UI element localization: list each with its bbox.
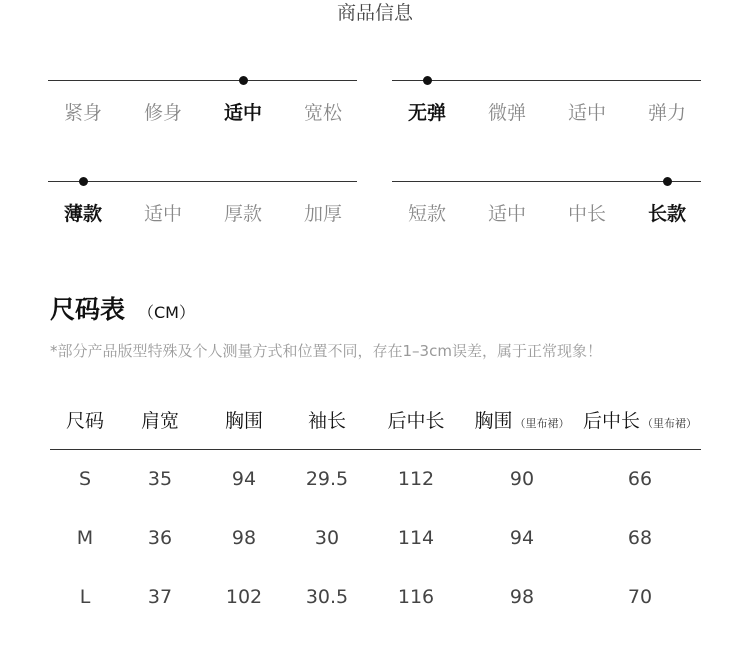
scale-option: 修身 <box>143 102 182 124</box>
table-cell: 30.5 <box>305 586 349 608</box>
column-header: 尺码 <box>65 410 105 432</box>
measurement-note: *部分产品版型特殊及个人测量方式和位置不同，存在1–3cm误差，属于正常现象！ <box>50 342 602 360</box>
table-row <box>0 586 750 616</box>
table-cell: 112 <box>397 468 435 490</box>
size-chart-unit: （CM） <box>138 303 195 322</box>
scale-indicator-dot <box>239 76 248 85</box>
table-cell: 70 <box>627 586 653 608</box>
scale-option: 厚款 <box>223 203 262 225</box>
scale-option: 无弹 <box>407 102 446 124</box>
table-cell: S <box>78 468 92 490</box>
stretch-scale <box>392 80 701 140</box>
scale-track <box>48 181 357 182</box>
scale-option: 紧身 <box>63 102 102 124</box>
scale-indicator-dot <box>79 177 88 186</box>
scale-option: 加厚 <box>303 203 342 225</box>
table-cell: 116 <box>397 586 435 608</box>
column-header: 袖长 <box>307 410 347 432</box>
scale-track <box>392 80 701 81</box>
scale-option: 适中 <box>143 203 182 225</box>
scale-option: 薄款 <box>63 203 102 225</box>
section-title: 商品信息 <box>336 2 413 24</box>
table-cell: 94 <box>231 468 257 490</box>
scale-option: 弹力 <box>647 102 686 124</box>
table-row <box>0 527 750 557</box>
table-cell: 94 <box>509 527 535 549</box>
table-cell: L <box>79 586 91 608</box>
scale-indicator-dot <box>663 177 672 186</box>
size-chart-title: 尺码表 <box>50 295 126 324</box>
scale-option: 适中 <box>223 102 262 124</box>
table-cell: 90 <box>509 468 535 490</box>
column-header: 后中长 （里布裙） <box>582 410 698 432</box>
table-cell: 37 <box>147 586 173 608</box>
table-cell: 30 <box>314 527 340 549</box>
size-table-header <box>0 406 750 436</box>
table-cell: 35 <box>147 468 173 490</box>
column-header: 胸围 （里布裙） <box>474 410 570 432</box>
table-cell: 29.5 <box>305 468 349 490</box>
scale-option: 宽松 <box>303 102 342 124</box>
scale-option: 中长 <box>567 203 606 225</box>
column-header: 后中长 <box>387 410 445 432</box>
table-divider <box>50 449 701 450</box>
fit-scale <box>48 80 357 140</box>
scale-indicator-dot <box>423 76 432 85</box>
table-cell: 68 <box>627 527 653 549</box>
scale-track <box>48 80 357 81</box>
scale-option: 短款 <box>407 203 446 225</box>
scale-track <box>392 181 701 182</box>
table-cell: 98 <box>509 586 535 608</box>
length-scale <box>392 181 701 241</box>
scale-option: 适中 <box>487 203 526 225</box>
column-header: 肩宽 <box>140 410 180 432</box>
table-cell: 98 <box>231 527 257 549</box>
table-cell: 66 <box>627 468 653 490</box>
table-cell: 114 <box>397 527 435 549</box>
table-cell: 102 <box>225 586 263 608</box>
table-cell: M <box>76 527 94 549</box>
scale-option: 微弹 <box>487 102 526 124</box>
scale-option: 长款 <box>647 203 686 225</box>
table-row <box>0 468 750 498</box>
thickness-scale <box>48 181 357 241</box>
scale-option: 适中 <box>567 102 606 124</box>
table-cell: 36 <box>147 527 173 549</box>
column-header: 胸围 <box>224 410 264 432</box>
